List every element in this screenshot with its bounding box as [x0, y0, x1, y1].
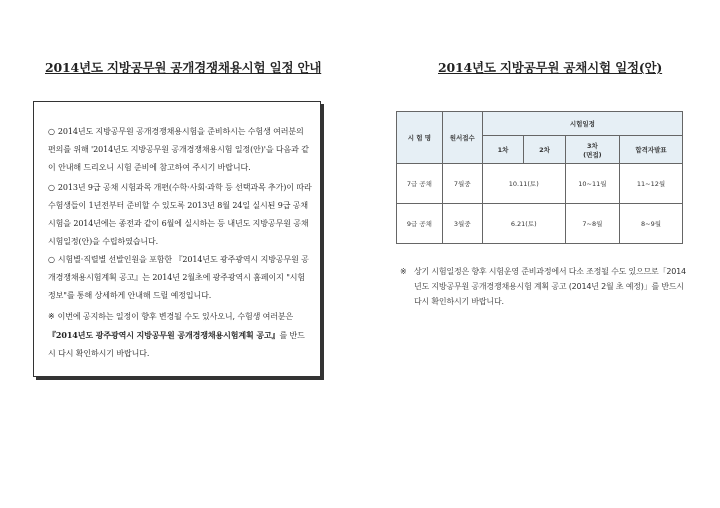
cell-apply: 7월중: [442, 164, 482, 204]
schedule-title: 2014년도 지방공무원 공채시험 일정(안): [438, 60, 663, 75]
header-round-3-line2: (면접): [583, 150, 602, 159]
cell-result: 11~12월: [620, 164, 683, 204]
cell-round3: 10~11월: [565, 164, 619, 204]
cell-round12: 10.11(토): [482, 164, 565, 204]
header-exam-name: 시 험 명: [397, 112, 443, 164]
cell-exam: 7급 공채: [397, 164, 443, 204]
note-text: 상기 시험일정은 향후 시험운영 준비과정에서 다소 조정될 수도 있으므로「2014년도 지방공무원 공개경쟁채용시험 계획 공고 (2014년 2월 초 예정)」를 반드시 다시 확인하시기 바랍니다.: [414, 267, 686, 306]
schedule-note: [400, 264, 692, 309]
notice-paragraph-3: [48, 251, 312, 305]
notice-paragraph-2: [48, 179, 312, 251]
cell-result: 8~9월: [620, 204, 683, 244]
announcement-name: 『2014년도 광주광역시 지방공무원 공개경쟁채용시험계획 공고』: [48, 330, 280, 340]
bullet-circle-icon: ○: [48, 127, 55, 136]
paragraph-text: 2013년 9급 공채 시험과목 개편(수학·사회·과학 등 선택과목 추가)이 따라 수험생들이 1년전부터 준비할 수 있도록 2013년 8월 24일 실시된 9급 공채 시험을 2014년에는 종전과 같이 6월에 실시하는 등 내년도 지방공무원 공채시험일정(안)을 수립하였습니다.: [48, 183, 312, 246]
header-round-2: 2차: [524, 136, 565, 164]
paragraph-text: 이번에 공지하는 일정이 향후 변경될 수도 있사오니, 수험생 여러분은: [57, 312, 294, 321]
notice-title: 2014년도 지방공무원 공개경쟁채용시험 일정 안내: [45, 60, 322, 75]
cell-exam: 9급 공채: [397, 204, 443, 244]
reference-mark-icon: ※: [48, 312, 55, 321]
notice-paragraph-1: [48, 123, 312, 177]
paragraph-text: 2014년도 지방공무원 공개경쟁채용시험을 준비하시는 수험생 여러분의 편의를 위해 '2014년도 지방공무원 공개경쟁채용시험 일정(안)'을 다음과 같이 안내해 드리오니 시험 준비에 참고하여 주시기 바랍니다.: [48, 127, 309, 172]
schedule-table: [396, 111, 683, 244]
table-row: [397, 164, 683, 204]
header-application: 원서접수: [442, 112, 482, 164]
header-round-3-line1: 3차: [586, 141, 598, 150]
paragraph-text: 시험별·직렬별 선발인원을 포함한 『2014년도 광주광역시 지방공무원 공개경쟁채용시험계획 공고』는 2014년 2월초에 광주광역시 홈페이지 "시험정보"를 통해 상세하게 안내해 드릴 예정입니다.: [48, 255, 309, 300]
bullet-circle-icon: ○: [48, 183, 55, 192]
cell-round3: 7~8월: [565, 204, 619, 244]
header-result: 합격자발표: [620, 136, 683, 164]
bullet-circle-icon: ○: [48, 255, 55, 264]
cell-apply: 3월중: [442, 204, 482, 244]
header-schedule: 시험일정: [482, 112, 682, 136]
paragraph-text: 를 반드시 다시 확인하시기 바랍니다.: [48, 331, 305, 358]
notice-paragraph-4: [48, 308, 312, 363]
cell-round12: 6.21(토): [482, 204, 565, 244]
reference-mark-icon: ※: [400, 267, 407, 276]
table-row: [397, 204, 683, 244]
header-round-1: 1차: [482, 136, 523, 164]
header-round-3: [565, 136, 619, 164]
notice-box: [33, 101, 321, 377]
